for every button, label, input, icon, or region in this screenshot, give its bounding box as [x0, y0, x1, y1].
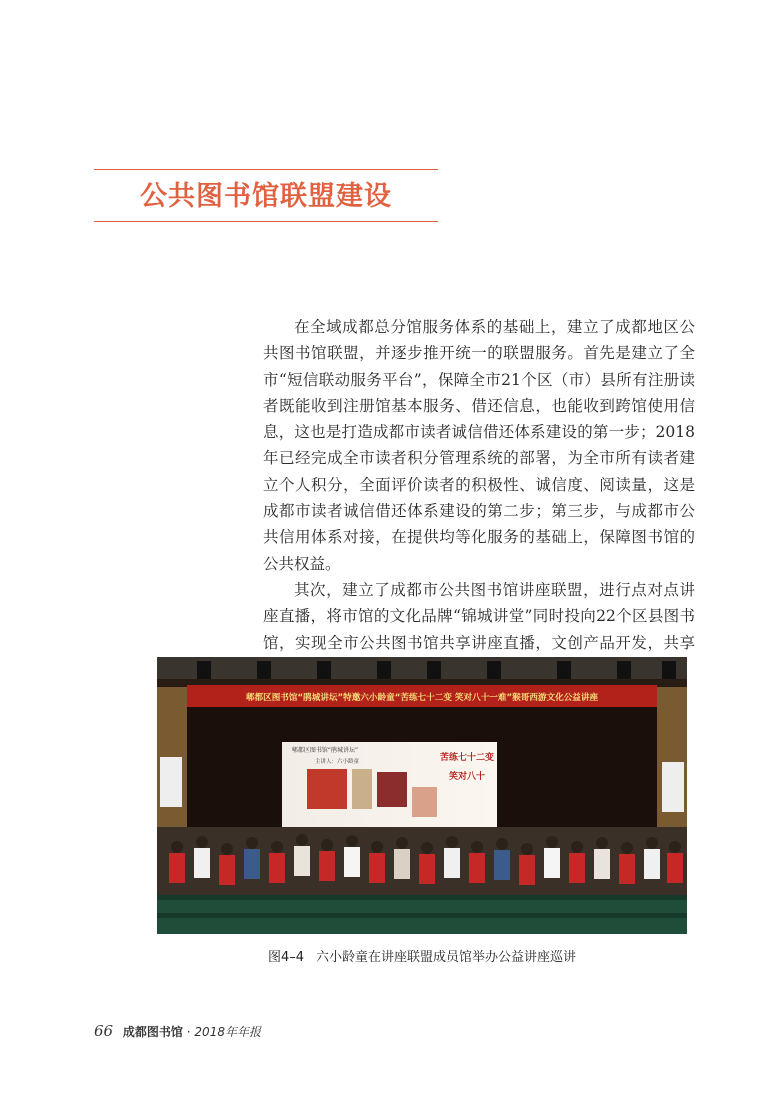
page-number: 66 [94, 1022, 114, 1040]
lecture-photo-illustration [157, 657, 687, 934]
footer-separator: · [186, 1025, 191, 1039]
screen-calligraphy-2: 笑对八十 [448, 772, 486, 782]
figure-caption-text: 六小龄童在讲座联盟成员馆举办公益讲座巡讲 [316, 950, 577, 965]
title-rule-bottom [94, 221, 438, 222]
banner-text: 郫都区图书馆“鹃城讲坛”特邀六小龄童“苦练七十二变 笑对八十一难”猴哥西游文化公益讲座 [245, 693, 599, 703]
section-title: 公共图书馆联盟建设 [140, 181, 392, 212]
title-rule-top [94, 169, 438, 170]
paragraph: 其次，建立了成都市公共图书馆讲座联盟，进行点对点讲座直播，将市馆的文化品牌“锦城讲堂”同时投向22个区县图书馆，实现全市公共图书馆共享讲座直播，文创产品开发，共享 [263, 580, 695, 652]
figure-number: 图4–4 [267, 950, 305, 965]
publication-name: 成都图书馆 [122, 1025, 183, 1039]
screen-heading: 郫都区图书馆“鹃城讲坛” [291, 747, 359, 754]
year-label: 2018年年报 [194, 1025, 261, 1039]
lecture-photo [157, 657, 687, 934]
figure-caption [157, 946, 687, 965]
screen-calligraphy-1: 苦练七十二变 [439, 753, 495, 763]
paragraph: 在全域成都总分馆服务体系的基础上，建立了成都地区公共图书馆联盟，并逐步推开统一的联盟服务。首先是建立了全市“短信联动服务平台”，保障全市21个区（市）县所有注册读者既能收到注册馆基本服务、借还信息，也能收到跨馆使用信息，这也是打造成都市读者诚信借还体系建设的第一步；2018年已经完成全市读者积分管理系统的部署，为全市所有读者建立个人积分，全面评价读者的积极性、诚信度、阅读量，这是成都市读者诚信借还体系建设的第二步；第三步，与成都市公共信用体系对接，在提供均等化服务的基础上，保障图书馆的公共权益。 [263, 318, 695, 573]
page-footer [94, 1022, 261, 1040]
screen-subheading: 主讲人：六小龄童 [314, 759, 360, 765]
body-text [263, 314, 695, 682]
